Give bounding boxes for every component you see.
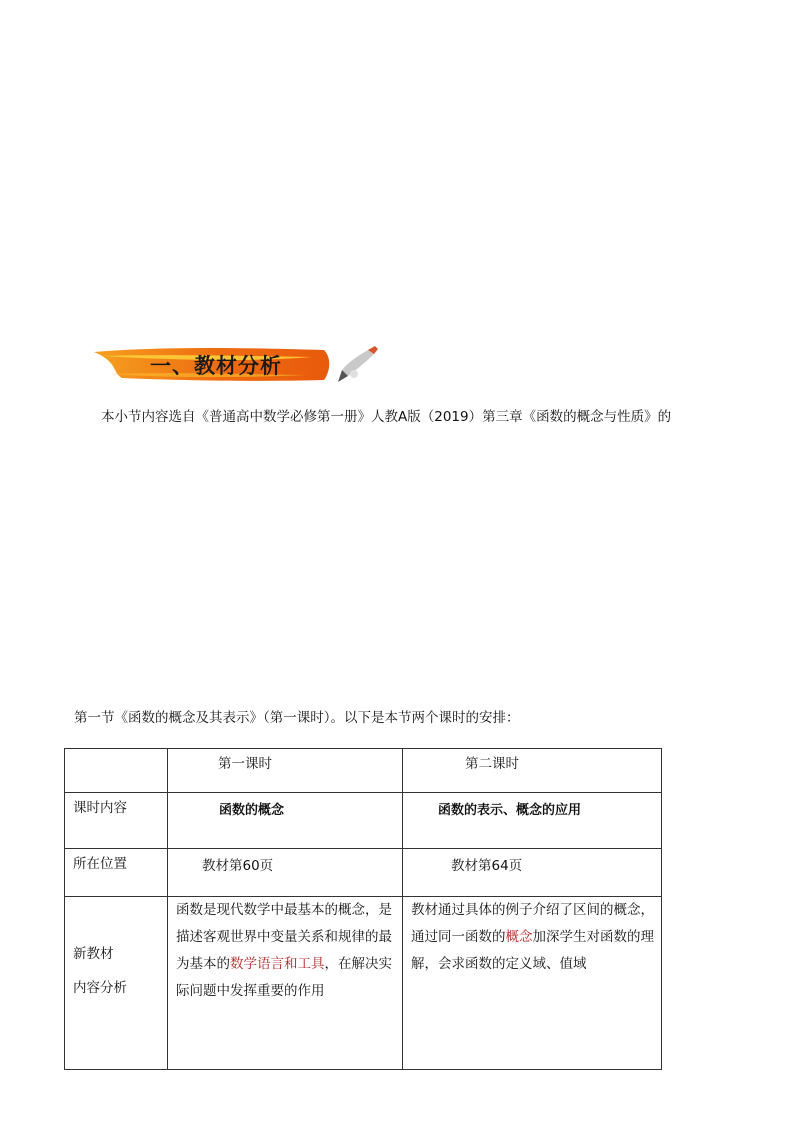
- row-label-content: 课时内容: [65, 793, 168, 849]
- row-label-analysis: [65, 897, 168, 1070]
- header-cell-empty: [65, 749, 168, 793]
- analysis-2-text-end: 加深学生对函数的理解，会求函数的定义域、值域: [411, 929, 654, 972]
- row-label-analysis-line2: 内容分析: [73, 980, 127, 996]
- row-label-analysis-line1: 新教材: [73, 946, 114, 962]
- cell-lesson-2-page: 教材第64页: [403, 849, 662, 897]
- intro-paragraph: 本小节内容选自《普通高中数学必修第一册》人教A版（2019）第三章《函数的概念与性质》的: [101, 409, 672, 425]
- header-cell-lesson-2: 第二课时: [403, 749, 662, 793]
- analysis-2-text: 教材通过具体的例子介绍了区间的概念，通过同一函数的: [411, 902, 654, 945]
- analysis-1-text-end: ，在解决实际问题中发挥重要的作用: [176, 956, 392, 999]
- analysis-1-text: 函数是现代数学中最基本的概念，是描述客观世界中变量关系和规律的最为基本的: [176, 902, 392, 972]
- lesson-plan-table: [64, 748, 662, 1070]
- table-header-row: [65, 749, 662, 793]
- row-label-location: 所在位置: [65, 849, 168, 897]
- analysis-1-highlight: 数学语言和工具: [230, 956, 325, 972]
- table-row: [65, 793, 662, 849]
- cell-lesson-1-content: 函数的概念: [168, 793, 403, 849]
- table-row: [65, 897, 662, 1070]
- analysis-2-highlight: 概念: [505, 929, 533, 945]
- table-row: [65, 849, 662, 897]
- cell-lesson-2-content: 函数的表示、概念的应用: [403, 793, 662, 849]
- header-cell-lesson-1: 第一课时: [168, 749, 403, 793]
- lead-paragraph: 第一节《函数的概念及其表示》（第一课时）。以下是本节两个课时的安排：: [74, 710, 520, 726]
- cell-lesson-1-page: 教材第60页: [168, 849, 403, 897]
- cell-lesson-1-analysis: [168, 897, 403, 1070]
- brush-pen-icon: [338, 346, 378, 382]
- cell-lesson-2-analysis: [403, 897, 662, 1070]
- section-title: 一、教材分析: [150, 354, 282, 378]
